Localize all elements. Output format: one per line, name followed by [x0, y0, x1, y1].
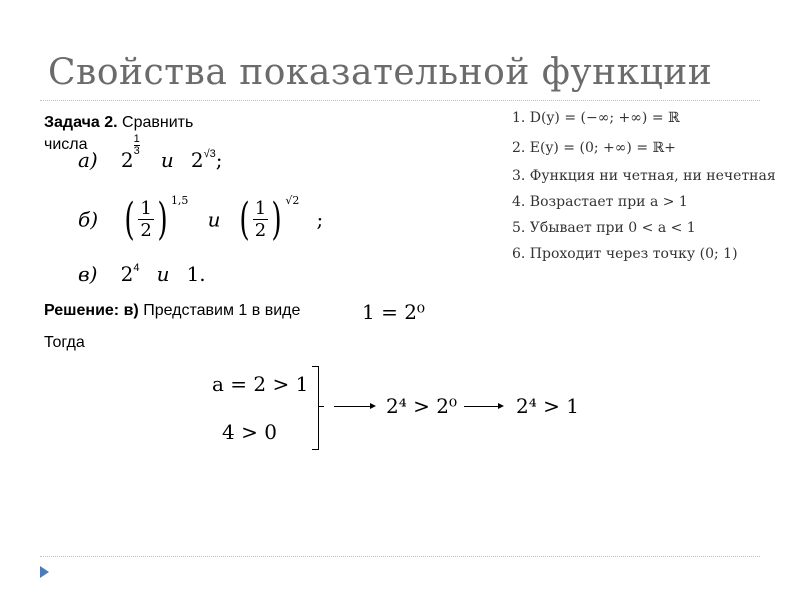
arrow-1-head [370, 403, 376, 409]
item-c-value: 1. [186, 262, 206, 286]
item-b-and: и [207, 207, 221, 232]
solution-formula: 1 = 2⁰ [362, 300, 425, 324]
solution-label: Решение: [44, 302, 120, 319]
footer-divider [40, 556, 760, 557]
property-6: 6. Проходит через точку (0; 1) [512, 246, 738, 262]
item-a-exp1: $\frac{1}{3}$ [133, 133, 140, 157]
property-2: 2. E(y) = (0; +∞) = ℝ+ [512, 140, 676, 156]
item-b-label: б) [78, 207, 99, 232]
property-4: 4. Возрастает при a > 1 [512, 194, 688, 210]
item-a-and: и [160, 148, 174, 172]
triangle-right-icon[interactable] [40, 566, 49, 578]
condition-1: a = 2 > 1 [212, 372, 309, 396]
bracket-tick [318, 406, 324, 407]
arrow-1-line [334, 406, 372, 407]
solution-part: в) [123, 302, 139, 319]
item-c-label: в) [78, 262, 98, 286]
arrow-2-line [464, 406, 500, 407]
item-b-exp1: 1,5 [170, 194, 189, 207]
solution-line [44, 302, 300, 320]
step-1: 2⁴ > 2⁰ [386, 394, 457, 418]
task-text-line1: Сравнить [117, 114, 194, 131]
task-text-line2: числа [44, 136, 88, 153]
title-divider [40, 100, 760, 101]
property-1: 1. D(y) = (−∞; +∞) = ℝ [512, 110, 680, 126]
condition-2: 4 > 0 [222, 420, 277, 444]
item-a-end: ; [215, 148, 223, 172]
task-label: Задача 2. [44, 114, 118, 131]
arrow-2-head [498, 403, 504, 409]
item-c [78, 262, 206, 287]
page-title: Свойства показательной функции [48, 52, 713, 93]
item-b-exp2: √2 [285, 194, 300, 207]
solution-text: Представим 1 в виде [138, 302, 301, 319]
item-b: б) ( $\frac{1}{2}$ ) $^{1,5}$ и ( $\frac{1}{2}$ ) $^{√2}$ ; [78, 194, 324, 245]
item-b-frac1: $\frac{1}{2}$ [140, 198, 152, 241]
step-2: 2⁴ > 1 [516, 394, 579, 418]
item-a-label: а) [78, 148, 98, 172]
item-a [78, 133, 223, 173]
solution-then: Тогда [44, 334, 85, 351]
property-5: 5. Убывает при 0 < a < 1 [512, 220, 696, 236]
item-b-frac2: $\frac{1}{2}$ [254, 198, 267, 241]
property-3: 3. Функция ни четная, ни нечетная [512, 168, 776, 184]
item-a-exp2: √3 [203, 148, 216, 160]
item-b-end: ; [316, 207, 324, 232]
item-a-base2: 2 [190, 148, 204, 172]
item-c-exp: 4 [133, 262, 140, 274]
item-c-base: 2 [120, 262, 134, 286]
item-a-base1: 2 [120, 148, 134, 172]
system-bracket [312, 366, 319, 450]
item-c-and: и [156, 262, 170, 286]
